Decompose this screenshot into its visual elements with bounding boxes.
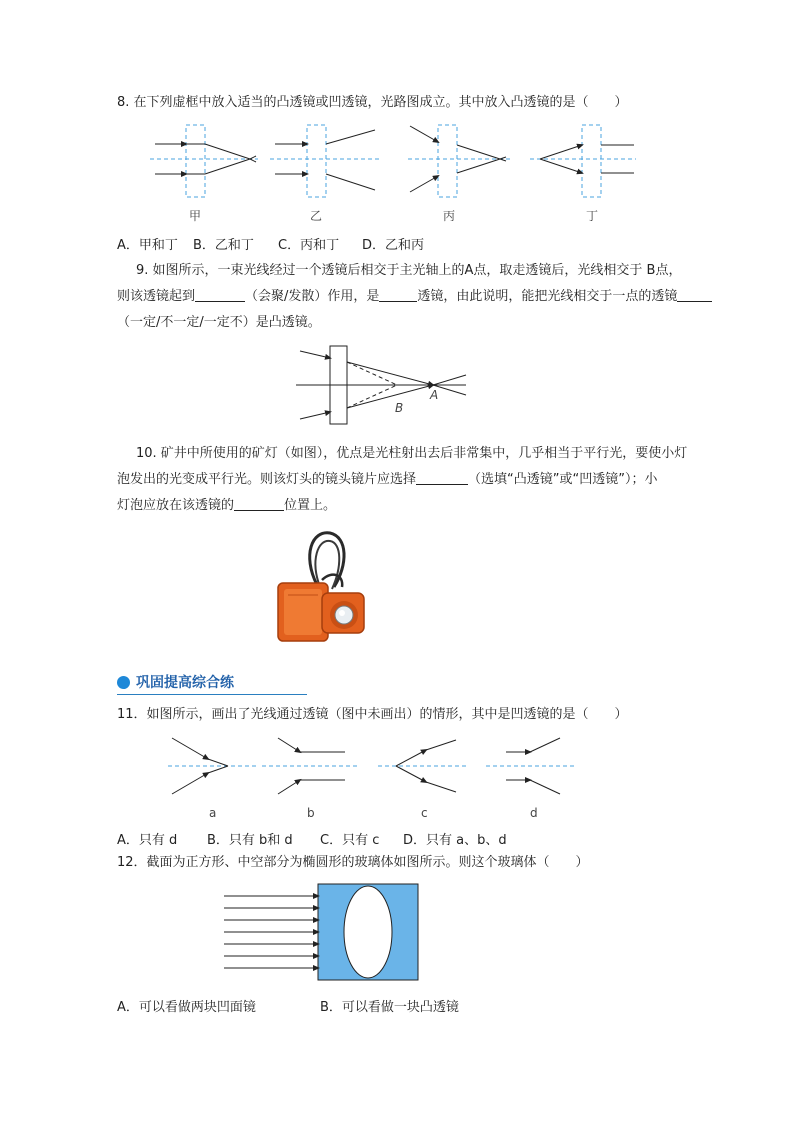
q9-line1: 9. 如图所示，一束光线经过一个透镜后相交于主光轴上的A点，取走透镜后，光线相交于 B点， — [136, 263, 682, 278]
q8-option-b[interactable]: B．乙和丁 — [193, 238, 254, 253]
q8-diagrams — [0, 118, 794, 218]
q12-diagram — [0, 879, 794, 984]
q8-label-bing: 丙 — [443, 209, 456, 223]
diagram-bing — [408, 125, 510, 197]
q9-line2 — [117, 287, 712, 307]
diagram-d — [486, 738, 574, 794]
q12-text: 12．截面为正方形、中空部分为椭圆形的玻璃体如图所示。则这个玻璃体（ ） — [117, 855, 589, 870]
q10-line2-a: 泡发出的光变成平行光。则该灯头的镜头镜片应选择 — [117, 472, 417, 487]
q10-line2 — [117, 470, 657, 490]
miner-lamp-image — [272, 525, 372, 650]
q8-label-jia: 甲 — [189, 209, 202, 223]
diagram-yi — [270, 125, 380, 197]
q10-line3-b: 位置上。 — [284, 498, 337, 513]
q11-label-d: d — [530, 806, 538, 820]
q9-blank-1[interactable] — [195, 287, 245, 302]
diagram-a — [168, 738, 256, 794]
q8-label-ding: 丁 — [586, 209, 599, 223]
q10-blank-1[interactable] — [416, 470, 468, 485]
q10-line3-a: 灯泡应放在该透镜的 — [117, 498, 235, 513]
q11-label-c: c — [421, 806, 428, 820]
q11-option-a[interactable]: A．只有 d — [117, 833, 178, 848]
q11-option-d[interactable]: D．只有 a、b、d — [403, 833, 507, 848]
q9-line2-c: 透镜，由此说明，能把光线相交于一点的透镜 — [417, 289, 678, 304]
diagram-ding — [530, 125, 636, 197]
section-dot-icon — [117, 676, 130, 689]
q9-line2-a: 则该透镜起到 — [117, 289, 196, 304]
q8-option-a[interactable]: A．甲和丁 — [117, 238, 178, 253]
q9-line2-b: （会聚/发散）作用，是 — [245, 289, 380, 304]
diagram-c — [378, 740, 468, 792]
diagram-jia — [150, 125, 258, 197]
q8-label-yi: 乙 — [310, 209, 323, 223]
q11-option-b[interactable]: B．只有 b和 d — [207, 833, 293, 848]
q8-text: 8. 在下列虚框中放入适当的凸透镜或凹透镜，光路图成立。其中放入凸透镜的是（ ） — [117, 95, 628, 110]
q9-line3: （一定/不一定/一定不）是凸透镜。 — [117, 315, 321, 330]
q11-label-b: b — [307, 806, 315, 820]
q11-text: 11．如图所示，画出了光线通过透镜（图中未画出）的情形，其中是凹透镜的是（ ） — [117, 707, 628, 722]
q10-line2-b: （选填“凸透镜”或“凹透镜”）；小 — [468, 472, 658, 487]
section-header — [117, 672, 307, 695]
q12-option-a[interactable]: A．可以看做两块凹面镜 — [117, 1000, 256, 1015]
q10-line1: 10. 矿井中所使用的矿灯（如图），优点是光柱射出去后非常集中，几乎相当于平行光，要使小灯 — [136, 446, 688, 461]
q11-diagrams — [0, 728, 794, 803]
q12-option-b[interactable]: B．可以看做一块凸透镜 — [320, 1000, 459, 1015]
q11-option-c[interactable]: C．只有 c — [320, 833, 380, 848]
q11-label-a: a — [209, 806, 217, 820]
q9-blank-3[interactable] — [677, 287, 712, 302]
section-title: 巩固提高综合练 — [136, 675, 234, 691]
q9-point-b: B — [395, 401, 404, 415]
q8-option-c[interactable]: C．丙和丁 — [278, 238, 340, 253]
q10-line3 — [117, 496, 336, 516]
q8-option-d[interactable]: D．乙和丙 — [362, 238, 425, 253]
diagram-b — [262, 738, 360, 794]
q10-blank-2[interactable] — [234, 496, 284, 511]
q9-point-a: A — [430, 388, 439, 402]
q9-blank-2[interactable] — [379, 287, 417, 302]
